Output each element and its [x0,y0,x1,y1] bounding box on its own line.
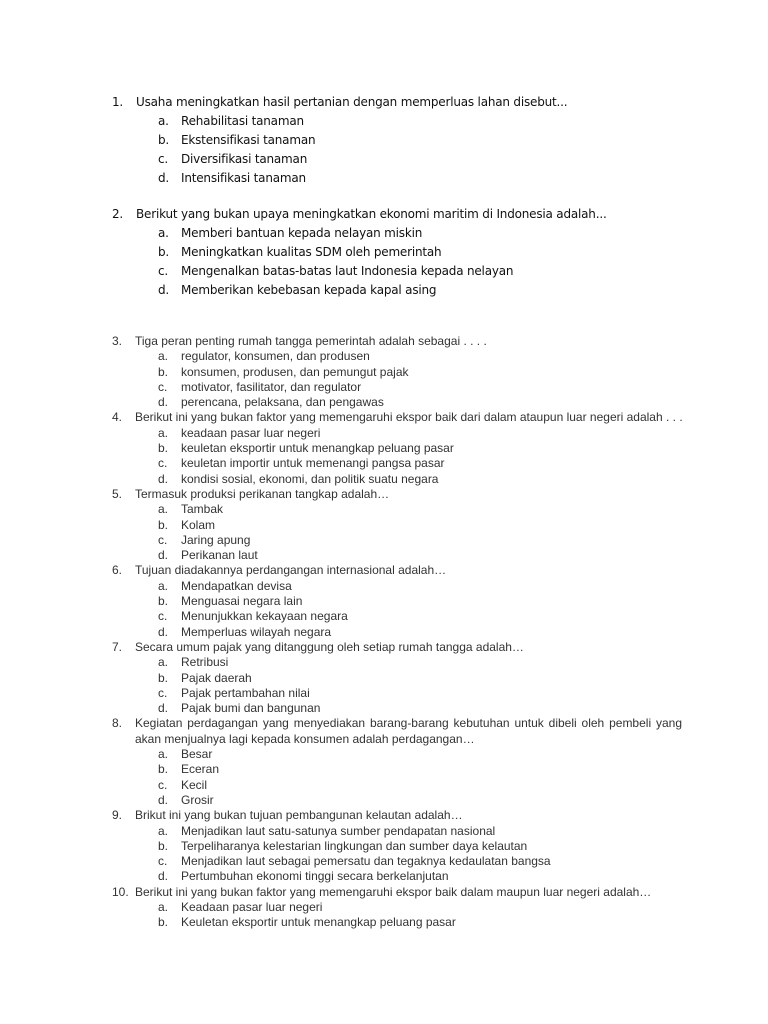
question-number: 7. [112,639,123,654]
question-number: 5. [112,486,123,501]
option-d: d. Memperluas wilayah negara [158,624,332,639]
question-6 [112,563,682,578]
option-c: c. Mengenalkan batas-batas laut Indonesia kepada nelayan [158,264,514,278]
option-b: b. Pajak daerah [158,670,252,685]
option-a: a. Retribusi [158,655,229,670]
option-a: a. Rehabilitasi tanaman [158,114,304,128]
option-b: b. Menguasai negara lain [158,594,303,609]
question-10 [112,885,682,900]
option-d: d. Intensifikasi tanaman [158,171,306,185]
option-b: b. Meningkatkan kualitas SDM oleh pemerintah [158,245,442,259]
question-1 [112,92,732,188]
option-a: a. Memberi bantuan kepada nelayan miskin [158,226,423,240]
question-text: Brikut ini yang bukan tujuan pembangunan kelautan adalah… [135,808,463,823]
option-d: d. kondisi sosial, ekonomi, dan politik suatu negara [158,471,439,486]
option-c: c. keuletan importir untuk memenangi pangsa pasar [158,456,445,471]
question-text: Berikut ini yang bukan faktor yang memengaruhi ekspor baik dari dalam ataupun luar negeri adalah . . . [135,410,683,425]
option-c: c. Diversifikasi tanaman [158,152,308,166]
option-a: a. regulator, konsumen, dan produsen [158,349,370,364]
option-b: b. keuletan eksportir untuk menangkap peluang pasar [158,441,454,456]
question-text: Tiga peran penting rumah tangga pemerintah adalah sebagai . . . . [135,334,487,348]
question-9 [112,808,682,823]
question-number: 4. [112,410,123,425]
question-list [112,334,682,931]
option-c: c. Pajak pertambahan nilai [158,685,310,700]
option-c: c. Kecil [158,777,208,792]
question-3 [112,334,682,349]
option-d: d. Perikanan laut [158,548,258,563]
question-number: 1. [112,95,124,109]
option-b: b. Terpeliharanya kelestarian lingkungan dan sumber daya kelautan [158,838,528,853]
option-a: a. Mendapatkan devisa [158,578,292,593]
question-8 [112,716,682,747]
question-text: Usaha meningkatkan hasil pertanian dengan memperluas lahan disebut... [136,95,568,109]
option-a: a. Keadaan pasar luar negeri [158,899,323,914]
option-d: d. perencana, pelaksana, dan pengawas [158,395,384,410]
option-d: d. Pertumbuhan ekonomi tinggi secara berkelanjutan [158,869,449,884]
question-number: 3. [112,334,123,348]
option-b: b. konsumen, produsen, dan pemungut pajak [158,364,409,379]
option-d: d. Grosir [158,792,214,807]
question-number: 10. [112,884,129,899]
option-b: b. Keuletan eksportir untuk menangkap peluang pasar [158,915,456,930]
question-text: Termasuk produksi perikanan tangkap adalah… [135,486,390,501]
option-b: b. Kolam [158,517,216,532]
question-text: Secara umum pajak yang ditanggung oleh setiap rumah tangga adalah… [135,639,524,654]
question-number: 6. [112,563,123,578]
question-text: Kegiatan perdagangan yang menyediakan barang-barang kebutuhan untuk dibeli oleh pembeli yang akan menjualnya lagi kepada konsumen adalah perdagangan… [135,716,682,746]
question-2 [112,204,732,300]
option-d: d. Pajak bumi dan bangunan [158,701,321,716]
option-c: c. Jaring apung [158,532,251,547]
option-a: a. Besar [158,747,213,762]
question-7 [112,640,682,655]
option-c: c. Menjadikan laut sebagai pemersatu dan tegaknya kedaulatan bangsa [158,854,551,869]
question-number: 8. [112,716,123,731]
question-5 [112,487,682,502]
option-d: d. Memberikan kebebasan kepada kapal asing [158,283,437,297]
option-c: c. motivator, fasilitator, dan regulator [158,379,362,394]
question-number: 9. [112,808,123,823]
option-a: a. Tambak [158,502,224,517]
option-a: a. keadaan pasar luar negeri [158,425,321,440]
option-c: c. Menunjukkan kekayaan negara [158,609,348,624]
option-b: b. Eceran [158,762,220,777]
question-4 [112,410,682,425]
option-a: a. Menjadikan laut satu-satunya sumber pendapatan nasional [158,823,496,838]
option-b: b. Ekstensifikasi tanaman [158,133,316,147]
question-text: Berikut ini yang bukan faktor yang memengaruhi ekspor baik dalam maupun luar negeri adalah… [135,884,652,899]
question-number: 2. [112,207,124,221]
question-text: Tujuan diadakannya perdangangan internasional adalah… [135,563,447,578]
question-text: Berikut yang bukan upaya meningkatkan ekonomi maritim di Indonesia adalah... [136,207,607,221]
